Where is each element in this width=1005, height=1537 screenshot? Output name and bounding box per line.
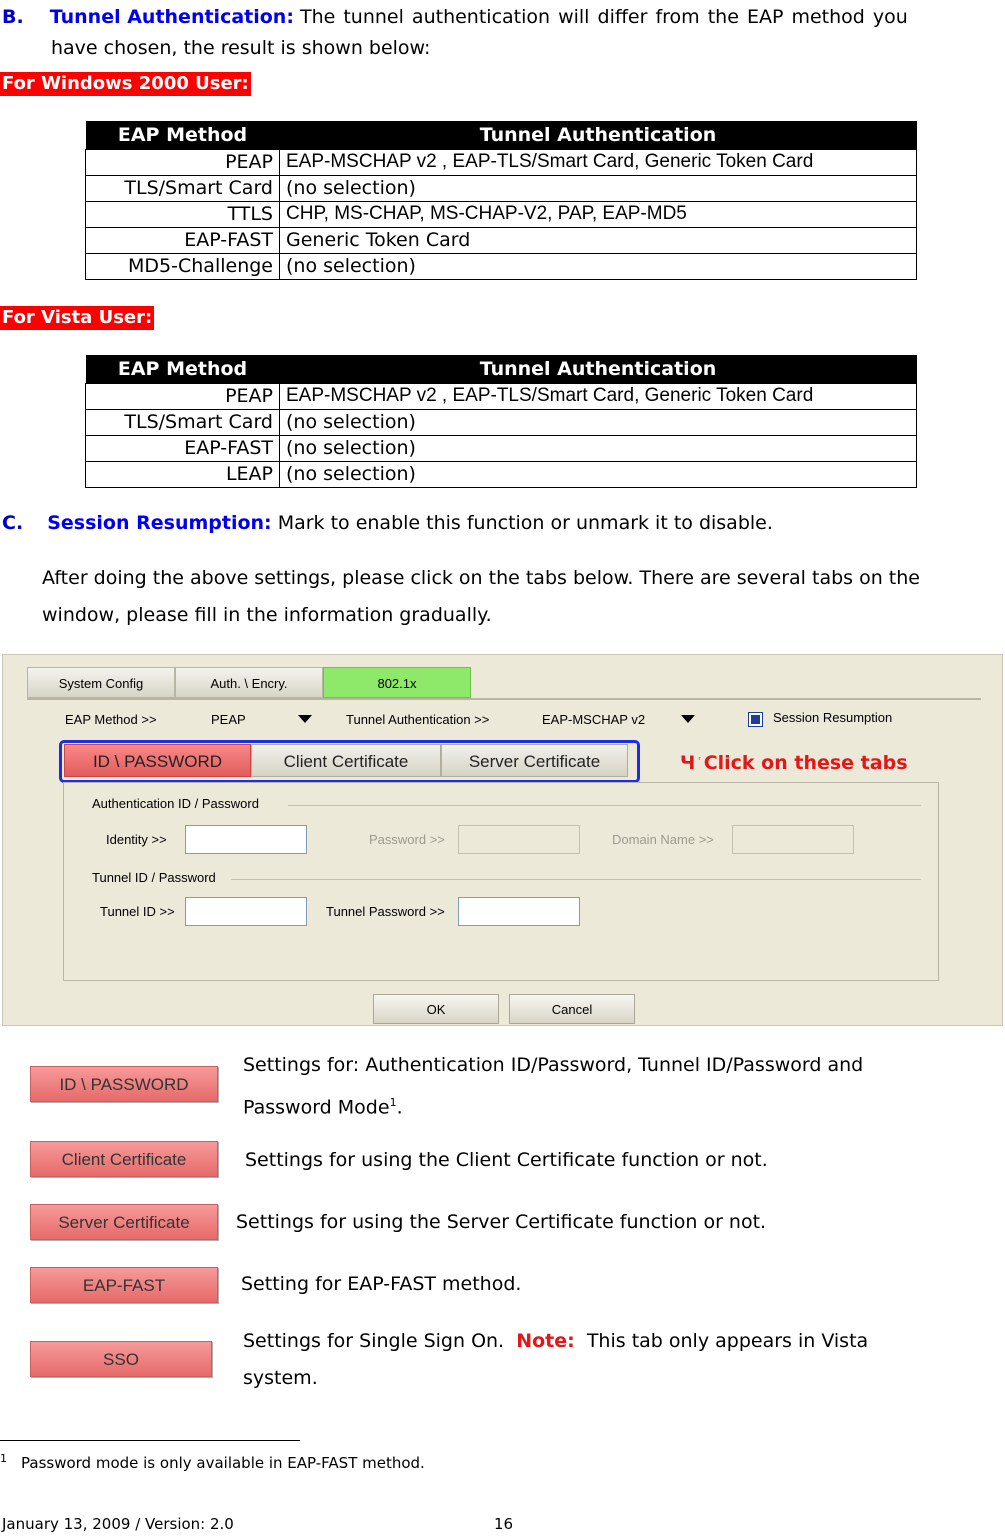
- identity-label: Identity >>: [106, 832, 167, 847]
- identity-input[interactable]: [185, 825, 307, 854]
- tunnel-auth-cell: (no selection): [280, 175, 917, 201]
- tab-auth-encry[interactable]: Auth. \ Encry.: [175, 667, 323, 698]
- table-header-row: [86, 355, 917, 383]
- footnote: [0, 1452, 425, 1472]
- legend-desc-text: This tab only appears in Vista: [586, 1330, 869, 1352]
- section-b-letter: B.: [2, 6, 24, 28]
- legend-desc-text: Password Mode: [243, 1096, 390, 1119]
- footnote-number: 1: [0, 1452, 7, 1465]
- section-c-text: Mark to enable this function or unmark it to disable.: [277, 512, 773, 534]
- eap-method-cell: EAP-FAST: [86, 227, 280, 253]
- subtab-id-password[interactable]: ID \ PASSWORD: [64, 744, 251, 777]
- divider: [231, 879, 921, 880]
- tab-system-config[interactable]: System Config: [27, 667, 175, 698]
- legend-id-password-desc: [243, 1047, 974, 1126]
- section-c-heading: [2, 508, 773, 538]
- tunnel-auth-cell: (no selection): [280, 253, 917, 279]
- legend-server-certificate-button: Server Certificate: [30, 1204, 218, 1240]
- vista-label: For Vista User:: [2, 307, 153, 328]
- eap-method-select[interactable]: PEAP: [211, 712, 246, 727]
- ok-button[interactable]: OK: [373, 994, 499, 1024]
- note-label: Note:: [516, 1330, 575, 1352]
- tunnel-auth-cell: EAP-MSCHAP v2 , EAP-TLS/Smart Card, Generic Token Card: [280, 149, 917, 175]
- eap-method-cell: PEAP: [86, 383, 280, 409]
- tunnel-password-input[interactable]: [458, 897, 580, 926]
- footer-date-version: January 13, 2009 / Version: 2.0: [2, 1515, 234, 1533]
- legend-desc-line: [243, 1323, 974, 1360]
- column-header: Tunnel Authentication: [280, 121, 917, 149]
- annotation-prefix: Ч: [680, 752, 696, 774]
- cancel-button[interactable]: Cancel: [509, 994, 635, 1024]
- click-tabs-annotation: [680, 752, 908, 774]
- legend-id-password-button: ID \ PASSWORD: [30, 1066, 218, 1102]
- tunnel-auth-cell: EAP-MSCHAP v2 , EAP-TLS/Smart Card, Generic Token Card: [280, 383, 917, 409]
- domain-name-input[interactable]: [732, 825, 854, 854]
- legend-desc-line: [243, 1084, 974, 1126]
- legend-sso-desc: [243, 1323, 974, 1397]
- vista-table: [85, 355, 917, 488]
- legend-eap-fast-button: EAP-FAST: [30, 1267, 218, 1303]
- eap-method-cell: LEAP: [86, 461, 280, 487]
- domain-name-label: Domain Name >>: [612, 832, 714, 847]
- eap-method-cell: MD5-Challenge: [86, 253, 280, 279]
- section-b-text-line1: The tunnel authentication will differ from the EAP method you: [299, 6, 908, 28]
- legend-client-certificate-button: Client Certificate: [30, 1141, 218, 1177]
- table-row: [86, 253, 917, 279]
- tunnel-auth-label: Tunnel Authentication >>: [346, 712, 490, 727]
- section-b-heading: [2, 2, 1002, 32]
- legend-desc-text: Settings for Single Sign On.: [243, 1330, 505, 1352]
- group-title-tunnel: Tunnel ID / Password: [89, 870, 219, 885]
- column-header: EAP Method: [86, 355, 280, 383]
- section-b-text-line2: have chosen, the result is shown below:: [51, 37, 431, 59]
- chevron-down-icon[interactable]: [298, 715, 312, 723]
- section-c-title: Session Resumption:: [47, 512, 272, 534]
- eap-method-cell: TLS/Smart Card: [86, 409, 280, 435]
- divider: [288, 805, 921, 806]
- eap-method-cell: PEAP: [86, 149, 280, 175]
- tunnel-auth-cell: (no selection): [280, 435, 917, 461]
- windows-2000-table: [85, 121, 917, 280]
- page-number: 16: [494, 1515, 514, 1533]
- chevron-down-icon[interactable]: [681, 715, 695, 723]
- section-b-title: Tunnel Authentication:: [49, 6, 294, 28]
- table-row: [86, 383, 917, 409]
- section-c-letter: C.: [2, 512, 24, 534]
- table-row: [86, 461, 917, 487]
- legend-client-certificate-desc: Settings for using the Client Certificate function or not.: [245, 1149, 768, 1171]
- eap-method-cell: TLS/Smart Card: [86, 175, 280, 201]
- table-row: [86, 227, 917, 253]
- password-input[interactable]: [458, 825, 580, 854]
- eap-method-label: EAP Method >>: [65, 712, 157, 727]
- tunnel-auth-cell: (no selection): [280, 409, 917, 435]
- annotation-mark: ʳ: [698, 756, 701, 766]
- instruction-line2: window, please fill in the information gradually.: [42, 604, 492, 626]
- tunnel-auth-cell: CHP, MS-CHAP, MS-CHAP-V2, PAP, EAP-MD5: [280, 201, 917, 227]
- legend-server-certificate-desc: Settings for using the Server Certificate function or not.: [236, 1211, 767, 1233]
- footnote-ref: 1: [389, 1096, 397, 1109]
- windows-2000-label: For Windows 2000 User:: [2, 73, 249, 94]
- subtab-server-certificate[interactable]: Server Certificate: [441, 744, 628, 777]
- tunnel-id-input[interactable]: [185, 897, 307, 926]
- tunnel-auth-select[interactable]: EAP-MSCHAP v2: [542, 712, 646, 727]
- session-resumption-checkbox[interactable]: [748, 712, 763, 727]
- tab-8021x[interactable]: 802.1x: [323, 667, 471, 698]
- tunnel-password-label: Tunnel Password >>: [326, 904, 445, 919]
- password-label: Password >>: [369, 832, 445, 847]
- config-window: [2, 654, 1003, 1026]
- table-row: [86, 409, 917, 435]
- tunnel-auth-cell: (no selection): [280, 461, 917, 487]
- tunnel-id-label: Tunnel ID >>: [100, 904, 175, 919]
- table-row: [86, 175, 917, 201]
- tunnel-auth-cell: Generic Token Card: [280, 227, 917, 253]
- footnote-divider: [0, 1440, 300, 1441]
- table-row: [86, 201, 917, 227]
- legend-desc-line: Settings for: Authentication ID/Password, Tunnel ID/Password and: [243, 1054, 864, 1076]
- eap-method-cell: EAP-FAST: [86, 435, 280, 461]
- instruction-line1: After doing the above settings, please click on the tabs below. There are several tabs on the: [42, 567, 920, 589]
- legend-desc-end: .: [396, 1096, 403, 1119]
- footnote-text: Password mode is only available in EAP-FAST method.: [21, 1454, 425, 1472]
- annotation-text: Click on these tabs: [703, 752, 908, 774]
- legend-desc-line: system.: [243, 1367, 318, 1389]
- table-header-row: [86, 121, 917, 149]
- legend-eap-fast-desc: Setting for EAP-FAST method.: [241, 1273, 522, 1295]
- column-header: EAP Method: [86, 121, 280, 149]
- column-header: Tunnel Authentication: [280, 355, 917, 383]
- legend-sso-button: SSO: [30, 1341, 212, 1377]
- group-title-auth: Authentication ID / Password: [89, 796, 262, 811]
- session-resumption-label: Session Resumption: [773, 710, 893, 725]
- subtab-client-certificate[interactable]: Client Certificate: [251, 744, 441, 777]
- tab-divider: [27, 698, 981, 700]
- table-row: [86, 149, 917, 175]
- eap-method-cell: TTLS: [86, 201, 280, 227]
- table-row: [86, 435, 917, 461]
